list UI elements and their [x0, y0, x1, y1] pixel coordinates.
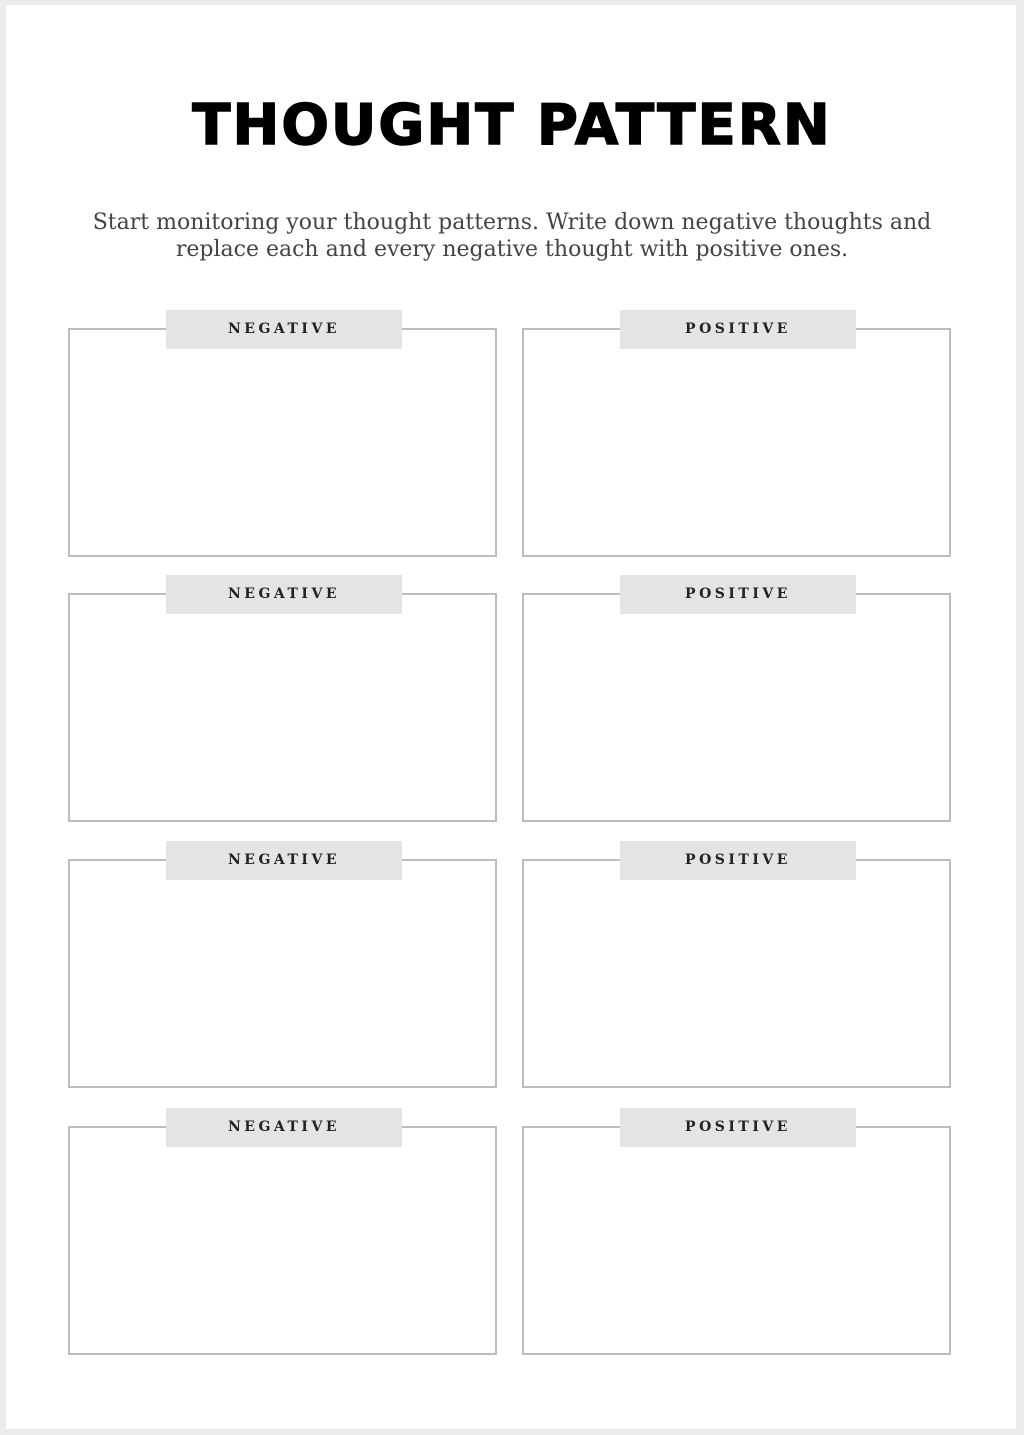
positive-label: POSITIVE	[620, 310, 856, 349]
instructions-text: Start monitoring your thought patterns. Write down negative thoughts and replace each and every negative thought with positive ones.	[92, 210, 932, 262]
negative-thought-box[interactable]	[68, 328, 497, 557]
positive-thought-box[interactable]	[522, 1126, 951, 1355]
negative-thought-box[interactable]	[68, 859, 497, 1088]
positive-thought-box[interactable]	[522, 593, 951, 822]
positive-label: POSITIVE	[620, 841, 856, 880]
negative-thought-box[interactable]	[68, 593, 497, 822]
page-title: THOUGHT PATTERN	[192, 93, 832, 158]
positive-label: POSITIVE	[620, 575, 856, 614]
positive-label: POSITIVE	[620, 1108, 856, 1147]
negative-label: NEGATIVE	[166, 310, 402, 349]
negative-label: NEGATIVE	[166, 841, 402, 880]
negative-label: NEGATIVE	[166, 1108, 402, 1147]
positive-thought-box[interactable]	[522, 328, 951, 557]
positive-thought-box[interactable]	[522, 859, 951, 1088]
negative-thought-box[interactable]	[68, 1126, 497, 1355]
negative-label: NEGATIVE	[166, 575, 402, 614]
